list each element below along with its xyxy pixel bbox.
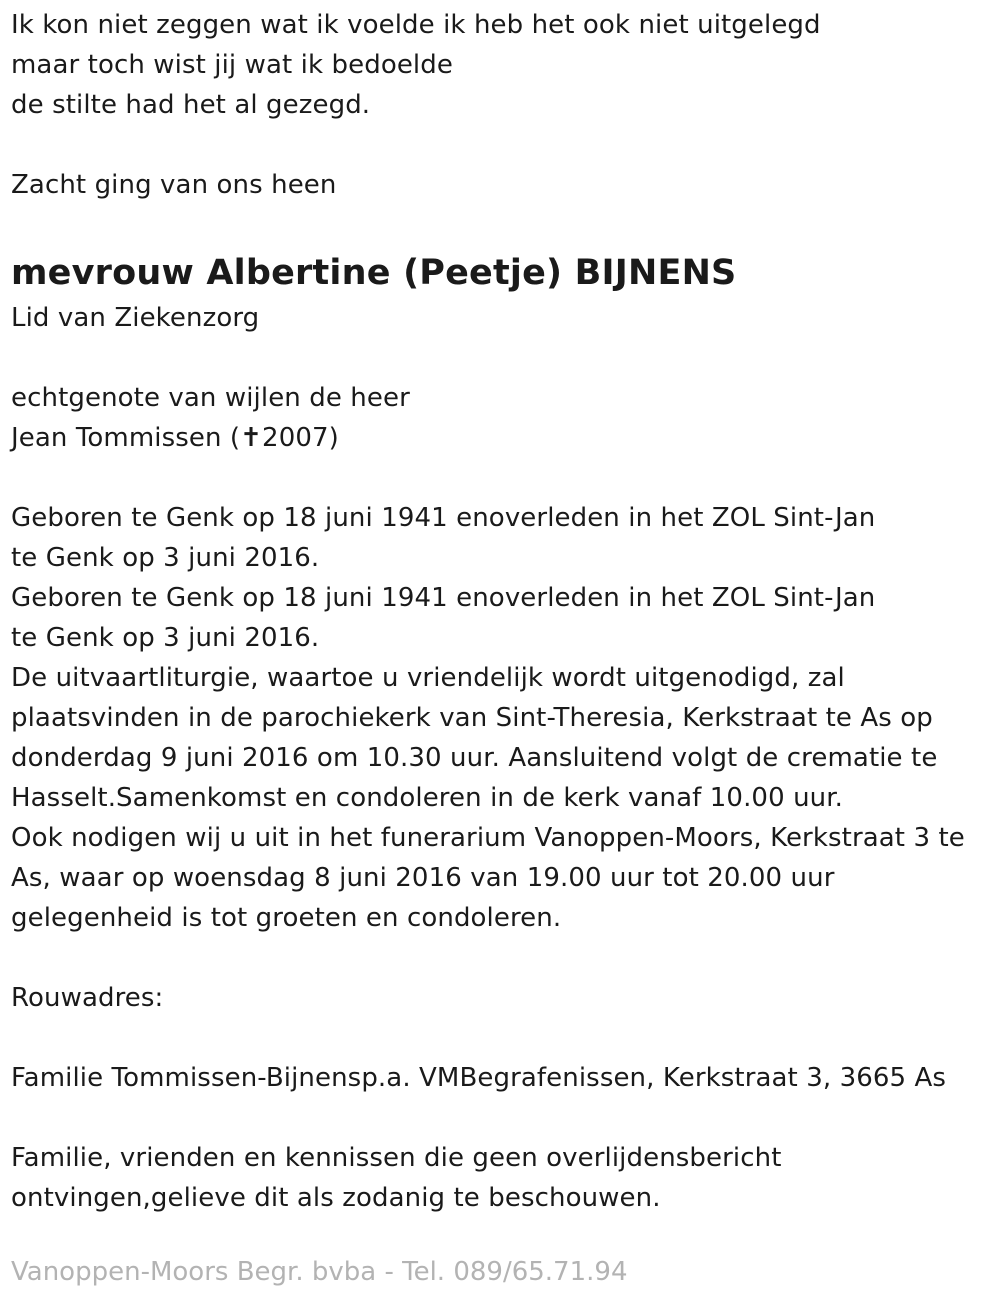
liturgy-line-4: Hasselt.Samenkomst en condoleren in de kerk vanaf 10.00 uur. [11, 783, 844, 813]
poem-line-2: maar toch wist jij wat ik bedoelde [11, 50, 453, 80]
liturgy-line-2: plaatsvinden in de parochiekerk van Sint-Theresia, Kerkstraat te As op [11, 703, 933, 733]
birth-death-line-4: te Genk op 3 juni 2016. [11, 623, 320, 653]
spacer [11, 458, 996, 498]
spacer [11, 125, 996, 165]
liturgy-line-1: De uitvaartliturgie, waartoe u vriendelijk wordt uitgenodigd, zal [11, 663, 845, 693]
birth-death-line-2: te Genk op 3 juni 2016. [11, 543, 320, 573]
spouse-line-1: echtgenote van wijlen de heer [11, 383, 410, 413]
notice-line-1: Familie, vrienden en kennissen die geen overlijdensbericht [11, 1143, 782, 1173]
deceased-name: mevrouw Albertine (Peetje) BIJNENS [11, 253, 737, 293]
poem-line-1: Ik kon niet zeggen wat ik voelde ik heb het ook niet uitgelegd [11, 10, 821, 40]
birth-death-line-1: Geboren te Genk op 18 juni 1941 enoverleden in het ZOL Sint-Jan [11, 503, 876, 533]
funerarium-line-3: gelegenheid is tot groeten en condoleren. [11, 903, 562, 933]
address-label: Rouwadres: [11, 983, 164, 1013]
funerarium-line-2: As, waar op woensdag 8 juni 2016 van 19.00 uur tot 20.00 uur [11, 863, 835, 893]
footer-credit: Vanoppen-Moors Begr. bvba - Tel. 089/65.71.94 [11, 1257, 628, 1287]
spacer [11, 938, 996, 978]
spacer [11, 205, 996, 245]
spouse-line-2: Jean Tommissen (✝2007) [11, 423, 339, 453]
spacer [11, 1098, 996, 1138]
liturgy-line-3: donderdag 9 juni 2016 om 10.30 uur. Aansluitend volgt de crematie te [11, 743, 938, 773]
notice-line-2: ontvingen,gelieve dit als zodanig te beschouwen. [11, 1183, 661, 1213]
address-value: Familie Tommissen-Bijnensp.a. VMBegrafenissen, Kerkstraat 3, 3665 As [11, 1063, 947, 1093]
membership-line: Lid van Ziekenzorg [11, 303, 260, 333]
spacer [11, 338, 996, 378]
poem-line-3: de stilte had het al gezegd. [11, 90, 371, 120]
death-notice [11, 5, 996, 1218]
intro-line: Zacht ging van ons heen [11, 170, 337, 200]
funerarium-line-1: Ook nodigen wij u uit in het funerarium Vanoppen-Moors, Kerkstraat 3 te [11, 823, 965, 853]
birth-death-line-3: Geboren te Genk op 18 juni 1941 enoverleden in het ZOL Sint-Jan [11, 583, 876, 613]
spacer [11, 1018, 996, 1058]
